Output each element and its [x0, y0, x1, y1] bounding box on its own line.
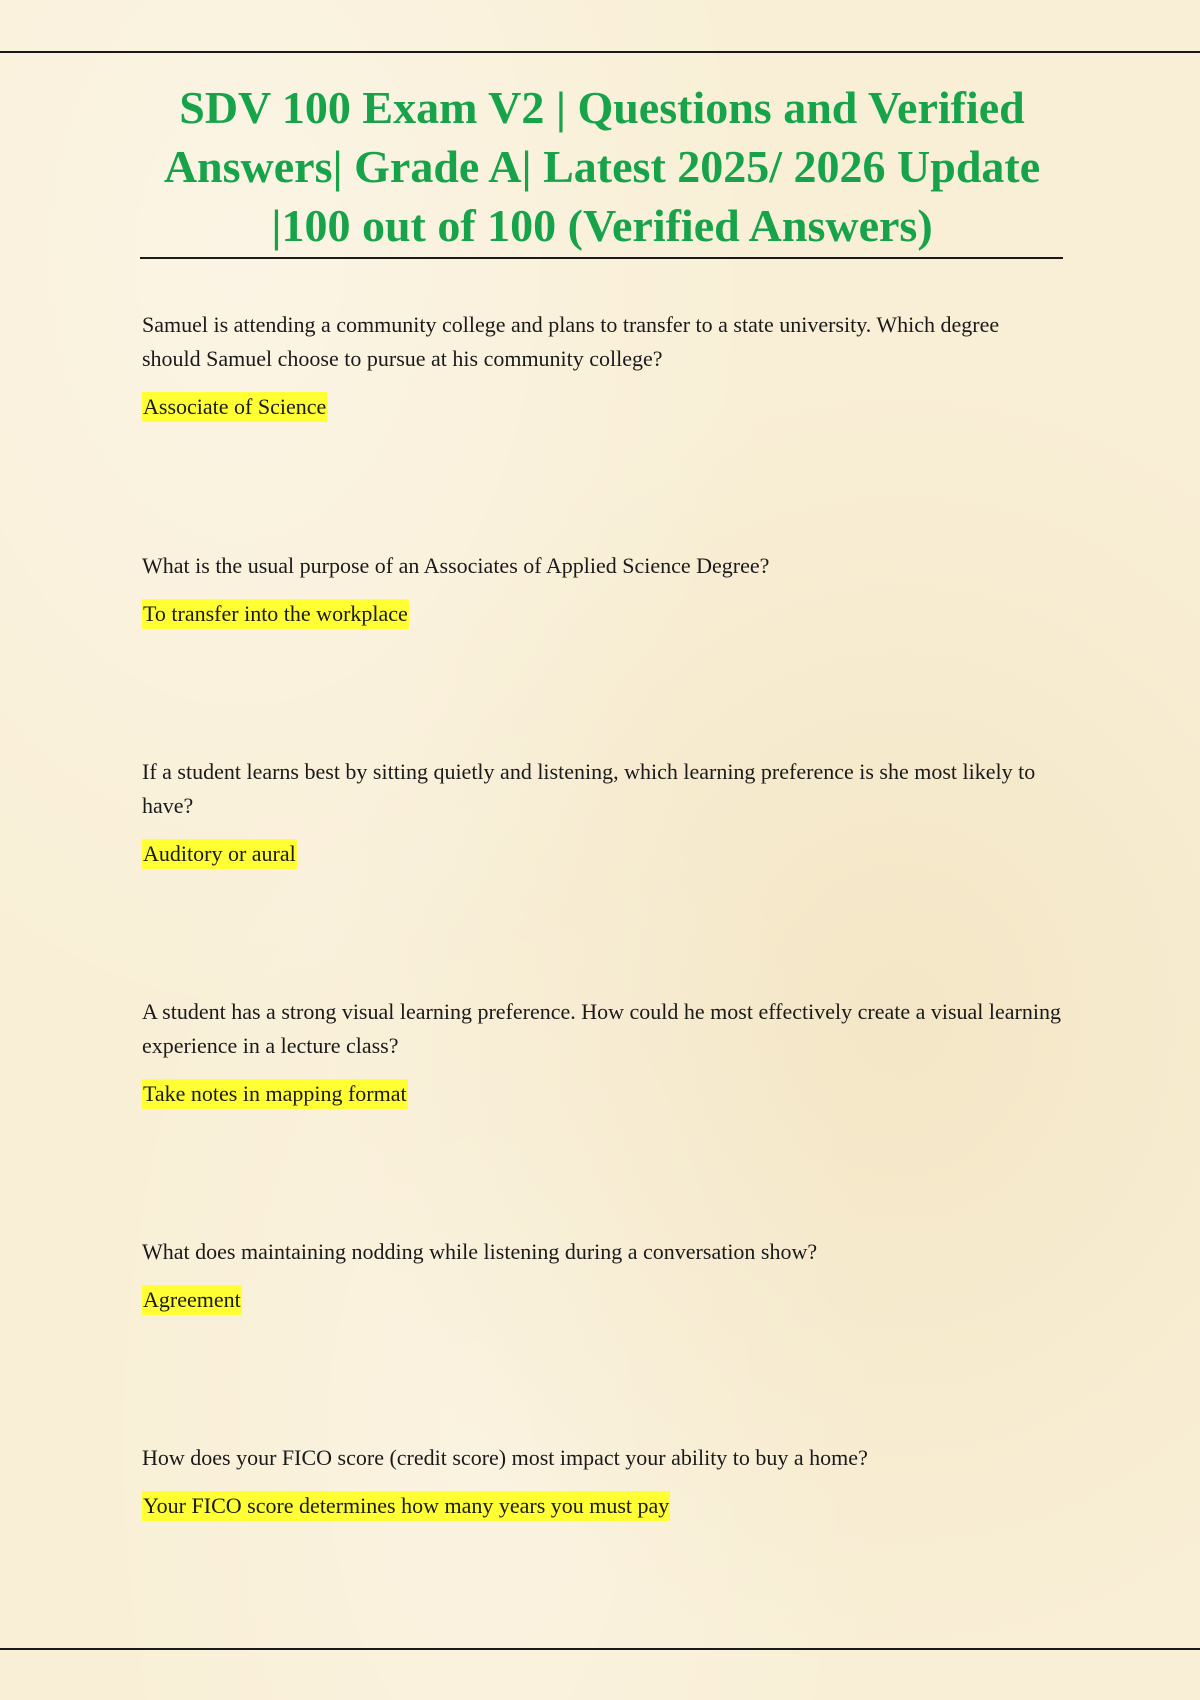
title-underline [140, 257, 1063, 259]
question-text: Samuel is attending a community college and plans to transfer to a state university. Which degree should Samuel choose to pursue at his community college? [142, 312, 1000, 371]
answer-highlight: Your FICO score determines how many years you must pay [142, 1491, 670, 1521]
qa-item [142, 755, 1062, 869]
qa-item [142, 995, 1062, 1109]
answer-highlight: Associate of Science [142, 392, 327, 422]
answer-highlight: To transfer into the workplace [142, 599, 409, 629]
question-text: What does maintaining nodding while listening during a conversation show? [142, 1239, 818, 1264]
document-title: SDV 100 Exam V2 | Questions and Verified Answers| Grade A| Latest 2025/ 2026 Update |100 out of 100 (Verified Answers) [163, 82, 1041, 251]
question-text: What is the usual purpose of an Associates of Applied Science Degree? [142, 553, 770, 578]
bottom-divider [0, 1648, 1200, 1650]
question-text: A student has a strong visual learning preference. How could he most effectively create a visual learning experience in a lecture class? [142, 999, 1061, 1058]
answer-highlight: Agreement [142, 1285, 242, 1315]
qa-item [142, 1441, 1062, 1521]
question-text: How does your FICO score (credit score) most impact your ability to buy a home? [142, 1445, 868, 1470]
qa-item [142, 308, 1062, 422]
qa-item [142, 1235, 1062, 1315]
qa-item [142, 549, 1062, 629]
top-divider [0, 51, 1200, 53]
answer-highlight: Auditory or aural [142, 839, 297, 869]
answer-highlight: Take notes in mapping format [142, 1079, 408, 1109]
question-text: If a student learns best by sitting quietly and listening, which learning preference is she most likely to have? [142, 759, 1036, 818]
